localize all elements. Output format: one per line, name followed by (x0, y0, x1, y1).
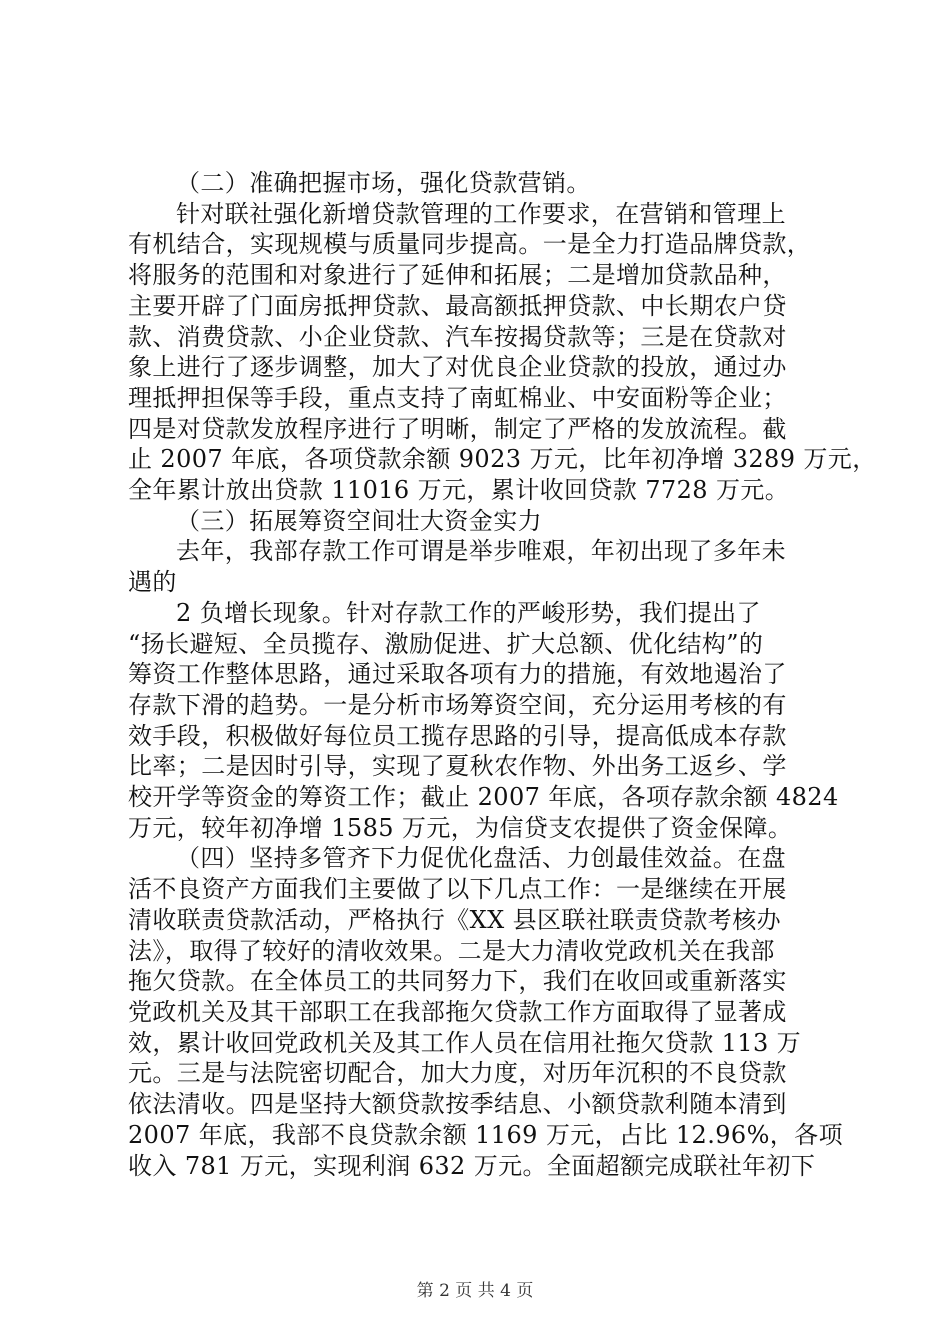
text-line: 象上进行了逐步调整，加大了对优良企业贷款的投放，通过办 (128, 353, 787, 382)
text-line: 效手段，积极做好每位员工揽存思路的引导，提高低成本存款 (128, 721, 787, 750)
text-line: 存款下滑的趋势。一是分析市场筹资空间，充分运用考核的有 (128, 690, 787, 719)
document-body (128, 168, 877, 1181)
text-line: 党政机关及其干部职工在我部拖欠贷款工作方面取得了显著成 (128, 997, 787, 1026)
text-line: （三）拓展筹资空间壮大资金实力 (176, 506, 542, 535)
text-line: 万元，较年初净增 1585 万元，为信贷支农提供了资金保障。 (128, 813, 793, 842)
text-line: 收入 781 万元，实现利润 632 万元。全面超额完成联社年初下 (128, 1151, 816, 1180)
text-line: 法》，取得了较好的清收效果。二是大力清收党政机关在我部 (128, 936, 775, 965)
text-line: 全年累计放出贷款 11016 万元，累计收回贷款 7728 万元。 (128, 476, 790, 505)
text-line: 四是对贷款发放程序进行了明晰，制定了严格的发放流程。截 (128, 414, 787, 443)
text-line: 2007 年底，我部不良贷款余额 1169 万元，占比 12.96%，各项 (128, 1120, 843, 1149)
text-line: （四）坚持多管齐下力促优化盘活、力创最佳效益。在盘 (176, 844, 786, 873)
text-line: 款、消费贷款、小企业贷款、汽车按揭贷款等；三是在贷款对 (128, 322, 787, 351)
text-line: 元。三是与法院密切配合，加大力度，对历年沉积的不良贷款 (128, 1059, 787, 1088)
text-line: 主要开辟了门面房抵押贷款、最高额抵押贷款、中长期农户贷 (128, 291, 787, 320)
text-line: 清收联责贷款活动，严格执行《XX 县区联社联责贷款考核办 (128, 905, 781, 934)
text-line: 理抵押担保等手段，重点支持了南虹棉业、中安面粉等企业； (128, 383, 787, 412)
page-footer: 第 2 页 共 4 页 (416, 1281, 534, 1301)
text-line: 拖欠贷款。在全体员工的共同努力下，我们在收回或重新落实 (128, 967, 787, 996)
text-line: “扬长避短、全员揽存、激励促进、扩大总额、优化结构”的 (128, 629, 764, 658)
text-line: 活不良资产方面我们主要做了以下几点工作：一是继续在开展 (128, 875, 787, 904)
text-line: 将服务的范围和对象进行了延伸和拓展；二是增加贷款品种， (128, 261, 787, 290)
text-line: 依法清收。四是坚持大额贷款按季结息、小额贷款利随本清到 (128, 1090, 787, 1119)
text-line: 针对联社强化新增贷款管理的工作要求，在营销和管理上 (176, 199, 786, 228)
text-line: （二）准确把握市场，强化贷款营销。 (176, 169, 591, 197)
text-line: 校开学等资金的筹资工作；截止 2007 年底，各项存款余额 4824 (128, 783, 839, 812)
text-line: 比率；二是因时引导，实现了夏秋农作物、外出务工返乡、学 (128, 752, 787, 781)
text-line: 效，累计收回党政机关及其工作人员在信用社拖欠贷款 113 万 (128, 1028, 802, 1057)
text-line: 止 2007 年底，各项贷款余额 9023 万元，比年初净增 3289 万元， (128, 445, 877, 474)
text-line: 有机结合，实现规模与质量同步提高。一是全力打造品牌贷款， (128, 230, 812, 259)
text-line: 遇的 (128, 568, 177, 597)
text-line: 筹资工作整体思路，通过采取各项有力的措施，有效地遏治了 (128, 660, 787, 689)
text-line: 2 负增长现象。针对存款工作的严峻形势，我们提出了 (176, 598, 761, 627)
text-line: 去年，我部存款工作可谓是举步唯艰，年初出现了多年未 (176, 537, 786, 566)
